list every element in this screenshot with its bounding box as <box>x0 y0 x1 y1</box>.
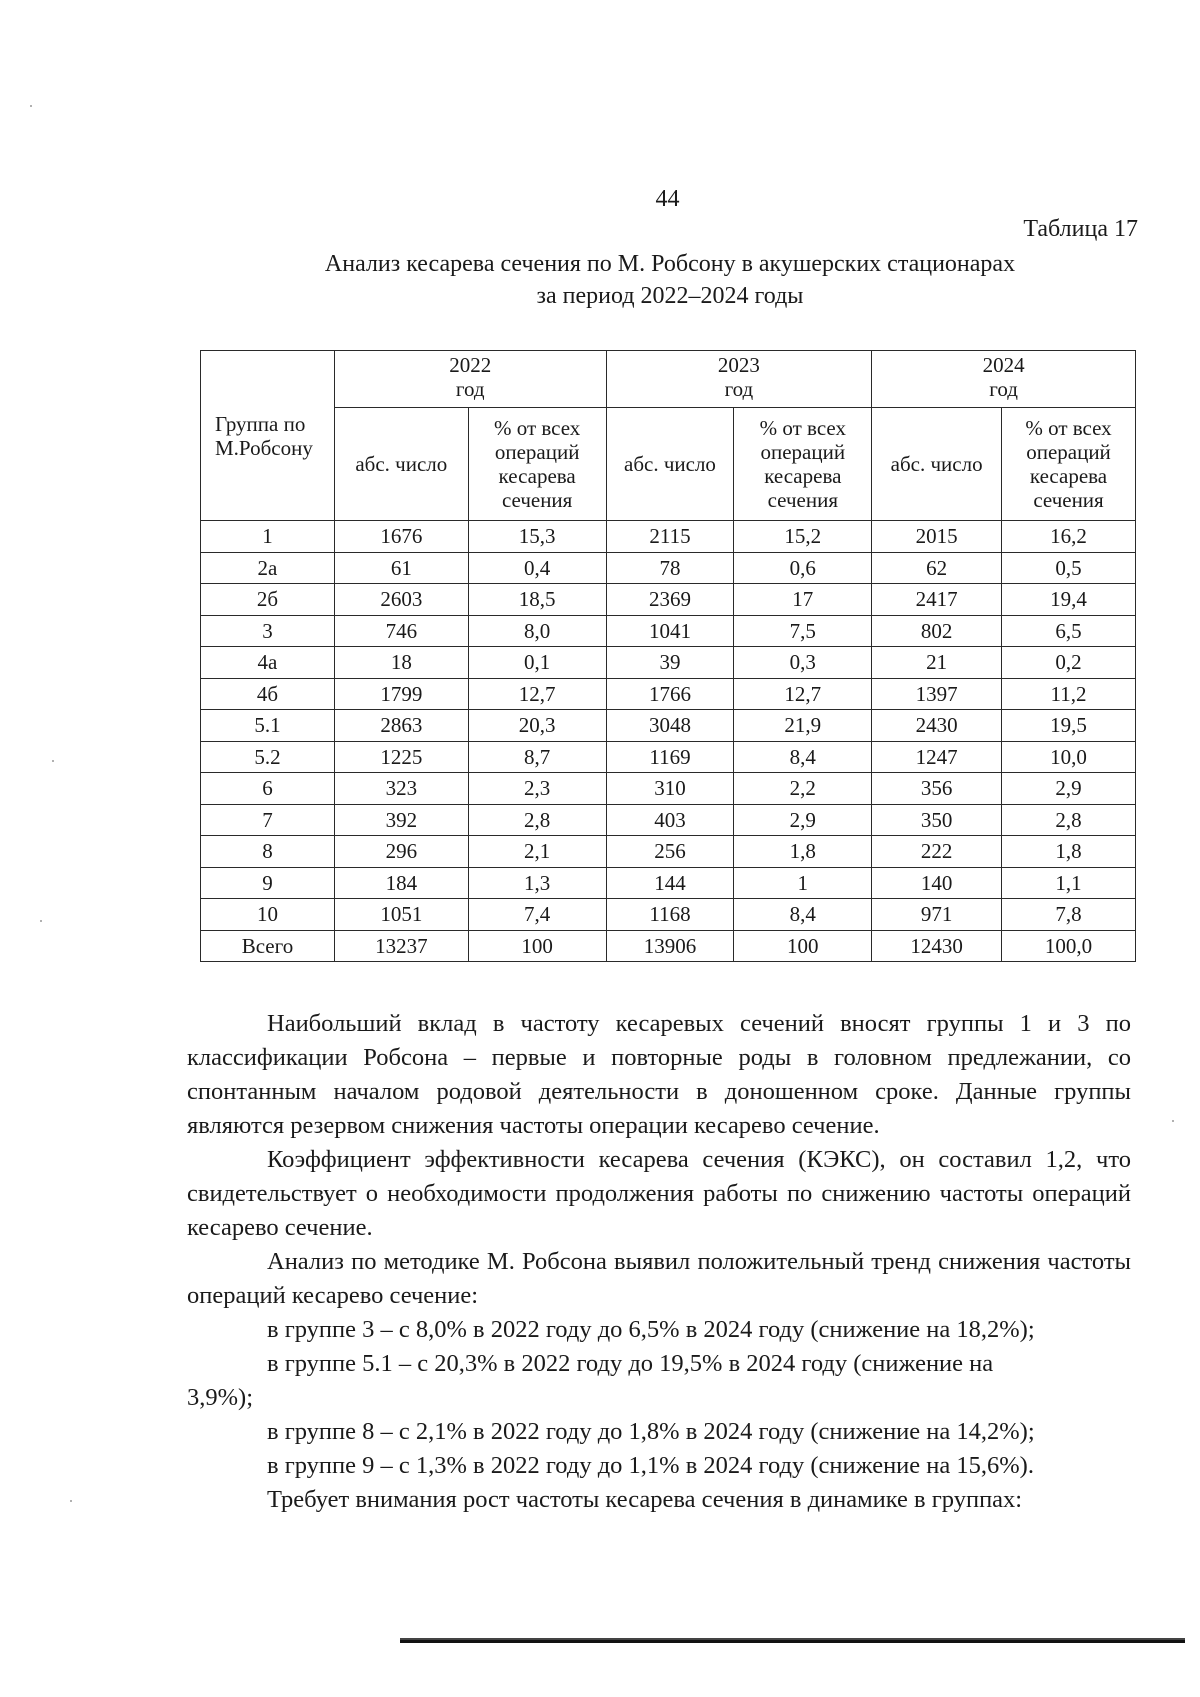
year-header-2022 <box>334 351 606 408</box>
pct-cell: 1,8 <box>734 836 872 868</box>
pct-header: % от всех операций кесарева сечения <box>1002 408 1136 521</box>
group-cell: 2б <box>201 584 335 616</box>
paragraph-2: Коэффициент эффективности кесарева сечения (КЭКС), он составил 1,2, что свидетельствует о необходимости продолжения работы по снижению частоты операций кесарево сечение. <box>187 1146 1131 1241</box>
abs-cell: 2863 <box>334 710 468 742</box>
table-row <box>201 867 1136 899</box>
pct-header: % от всех операций кесарева сечения <box>734 408 872 521</box>
abs-cell: 222 <box>872 836 1002 868</box>
abs-cell: 350 <box>872 804 1002 836</box>
abs-cell: 1799 <box>334 678 468 710</box>
group-cell: 7 <box>201 804 335 836</box>
pct-cell: 15,2 <box>734 521 872 553</box>
pct-cell: 8,7 <box>468 741 606 773</box>
table-row <box>201 804 1136 836</box>
abs-cell: 256 <box>606 836 734 868</box>
abs-cell: 323 <box>334 773 468 805</box>
abs-cell: 2603 <box>334 584 468 616</box>
pct-cell: 12,7 <box>468 678 606 710</box>
scan-speck <box>30 105 32 107</box>
table-row <box>201 899 1136 931</box>
abs-cell: 971 <box>872 899 1002 931</box>
year-header-2023 <box>606 351 872 408</box>
paragraph-3: Анализ по методике М. Робсона выявил положительный тренд снижения частоты операций кесарево сечение: <box>187 1248 1131 1309</box>
pct-cell: 0,2 <box>1002 647 1136 679</box>
abs-cell: 2430 <box>872 710 1002 742</box>
abs-cell: 802 <box>872 615 1002 647</box>
pct-header: % от всех операций кесарева сечения <box>468 408 606 521</box>
abs-header: абс. число <box>606 408 734 521</box>
abs-cell: 1247 <box>872 741 1002 773</box>
abs-cell: 392 <box>334 804 468 836</box>
abs-cell: 144 <box>606 867 734 899</box>
table-row <box>201 647 1136 679</box>
abs-cell: 1397 <box>872 678 1002 710</box>
abs-cell: 12430 <box>872 930 1002 962</box>
list-item-group-8: в группе 8 – с 2,1% в 2022 году до 1,8% в 2024 году (снижение на 14,2%); <box>267 1418 1035 1445</box>
pct-cell: 16,2 <box>1002 521 1136 553</box>
pct-cell: 2,8 <box>468 804 606 836</box>
table-row <box>201 836 1136 868</box>
paragraph-4: Требует внимания рост частоты кесарева сечения в динамике в группах: <box>267 1486 1023 1513</box>
abs-cell: 1051 <box>334 899 468 931</box>
group-cell: 4а <box>201 647 335 679</box>
abs-cell: 61 <box>334 552 468 584</box>
abs-cell: 1766 <box>606 678 734 710</box>
pct-cell: 0,4 <box>468 552 606 584</box>
pct-cell: 2,8 <box>1002 804 1136 836</box>
scan-speck <box>52 760 54 762</box>
pct-cell: 0,5 <box>1002 552 1136 584</box>
abs-cell: 21 <box>872 647 1002 679</box>
pct-cell: 8,0 <box>468 615 606 647</box>
pct-cell: 18,5 <box>468 584 606 616</box>
table-row <box>201 710 1136 742</box>
pct-cell: 7,8 <box>1002 899 1136 931</box>
abs-cell: 1168 <box>606 899 734 931</box>
pct-cell: 7,5 <box>734 615 872 647</box>
table-row <box>201 552 1136 584</box>
pct-cell: 15,3 <box>468 521 606 553</box>
pct-cell: 2,9 <box>1002 773 1136 805</box>
abs-cell: 2417 <box>872 584 1002 616</box>
pct-cell: 7,4 <box>468 899 606 931</box>
scan-speck <box>40 920 42 922</box>
table-row <box>201 930 1136 962</box>
abs-cell: 310 <box>606 773 734 805</box>
table-row <box>201 521 1136 553</box>
table-caption <box>200 248 1140 312</box>
abs-cell: 39 <box>606 647 734 679</box>
list-item-group-3: в группе 3 – с 8,0% в 2022 году до 6,5% в 2024 году (снижение на 18,2%); <box>267 1316 1035 1343</box>
group-cell: 6 <box>201 773 335 805</box>
abs-cell: 2015 <box>872 521 1002 553</box>
abs-cell: 746 <box>334 615 468 647</box>
table-row <box>201 678 1136 710</box>
pct-cell: 21,9 <box>734 710 872 742</box>
year-value: 2023 <box>717 353 760 377</box>
abs-cell: 18 <box>334 647 468 679</box>
year-unit: год <box>989 377 1018 401</box>
pct-cell: 11,2 <box>1002 678 1136 710</box>
list-item-group-5-1: в группе 5.1 – с 20,3% в 2022 году до 19,5% в 2024 году (снижение на <box>267 1350 994 1377</box>
pct-cell: 1,8 <box>1002 836 1136 868</box>
year-value: 2024 <box>982 353 1025 377</box>
abs-cell: 78 <box>606 552 734 584</box>
abs-cell: 1225 <box>334 741 468 773</box>
table-label: Таблица 17 <box>1023 216 1138 242</box>
group-cell: 3 <box>201 615 335 647</box>
body-text <box>187 1007 1131 1517</box>
group-cell: Всего <box>201 930 335 962</box>
footer-rule <box>400 1638 1185 1643</box>
table-body <box>201 521 1136 962</box>
abs-header: абс. число <box>872 408 1002 521</box>
pct-cell: 19,4 <box>1002 584 1136 616</box>
robson-table <box>200 350 1136 962</box>
abs-cell: 1676 <box>334 521 468 553</box>
pct-cell: 12,7 <box>734 678 872 710</box>
abs-cell: 296 <box>334 836 468 868</box>
pct-cell: 10,0 <box>1002 741 1136 773</box>
group-column-header: Группа по М.Робсону <box>201 351 335 521</box>
pct-cell: 1,3 <box>468 867 606 899</box>
year-value: 2022 <box>449 353 492 377</box>
abs-cell: 1169 <box>606 741 734 773</box>
pct-cell: 8,4 <box>734 741 872 773</box>
pct-cell: 1 <box>734 867 872 899</box>
group-cell: 9 <box>201 867 335 899</box>
abs-cell: 140 <box>872 867 1002 899</box>
pct-cell: 19,5 <box>1002 710 1136 742</box>
abs-cell: 356 <box>872 773 1002 805</box>
abs-cell: 13237 <box>334 930 468 962</box>
pct-cell: 2,1 <box>468 836 606 868</box>
pct-cell: 100,0 <box>1002 930 1136 962</box>
year-unit: год <box>455 377 485 401</box>
pct-cell: 0,3 <box>734 647 872 679</box>
table-row <box>201 741 1136 773</box>
abs-cell: 3048 <box>606 710 734 742</box>
abs-cell: 403 <box>606 804 734 836</box>
pct-cell: 100 <box>734 930 872 962</box>
pct-cell: 6,5 <box>1002 615 1136 647</box>
pct-cell: 0,1 <box>468 647 606 679</box>
pct-cell: 2,9 <box>734 804 872 836</box>
pct-cell: 2,3 <box>468 773 606 805</box>
scan-speck <box>70 1500 72 1502</box>
caption-line-2: за период 2022–2024 годы <box>536 283 804 309</box>
abs-cell: 2369 <box>606 584 734 616</box>
group-cell: 1 <box>201 521 335 553</box>
table-row <box>201 615 1136 647</box>
year-header-2024 <box>872 351 1136 408</box>
pct-cell: 100 <box>468 930 606 962</box>
page-number: 44 <box>655 186 680 212</box>
pct-cell: 8,4 <box>734 899 872 931</box>
abs-cell: 62 <box>872 552 1002 584</box>
pct-cell: 1,1 <box>1002 867 1136 899</box>
abs-cell: 1041 <box>606 615 734 647</box>
list-item-group-5-1-tail: 3,9%); <box>187 1384 253 1411</box>
group-cell: 5.1 <box>201 710 335 742</box>
abs-cell: 2115 <box>606 521 734 553</box>
pct-cell: 2,2 <box>734 773 872 805</box>
group-cell: 8 <box>201 836 335 868</box>
list-item-group-9: в группе 9 – с 1,3% в 2022 году до 1,1% в 2024 году (снижение на 15,6%). <box>267 1452 1034 1479</box>
caption-line-1: Анализ кесарева сечения по М. Робсону в акушерских стационарах <box>324 251 1016 277</box>
abs-cell: 184 <box>334 867 468 899</box>
table-row <box>201 773 1136 805</box>
scan-speck <box>1172 1120 1174 1122</box>
pct-cell: 17 <box>734 584 872 616</box>
pct-cell: 0,6 <box>734 552 872 584</box>
table-row <box>201 584 1136 616</box>
group-cell: 10 <box>201 899 335 931</box>
pct-cell: 20,3 <box>468 710 606 742</box>
group-cell: 2а <box>201 552 335 584</box>
group-cell: 5.2 <box>201 741 335 773</box>
abs-cell: 13906 <box>606 930 734 962</box>
group-cell: 4б <box>201 678 335 710</box>
year-unit: год <box>724 377 754 401</box>
paragraph-1: Наибольший вклад в частоту кесаревых сечений вносят группы 1 и 3 по классификации Робсона – первые и повторные роды в головном предлежании, со спонтанным началом родовой деятельности в доношенном сроке. Данные группы являются резервом снижения частоты операции кесарево сечение. <box>187 1010 1131 1139</box>
abs-header: абс. число <box>334 408 468 521</box>
